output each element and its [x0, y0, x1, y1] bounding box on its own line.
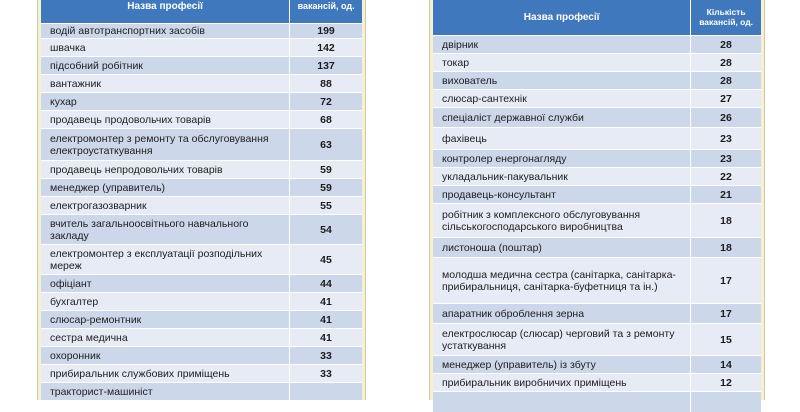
- header-vacancy-count: вакансій, од.: [297, 1, 355, 11]
- profession-name-cell: сестра медична: [41, 329, 290, 346]
- profession-name-cell: підсобний робітник: [41, 57, 290, 74]
- vacancy-count-cell: 59: [320, 163, 332, 176]
- profession-name-cell: робітник з комплексного обслуговування сільськогосподарського виробництва: [433, 204, 691, 237]
- header-vacancy-count: Кількість вакансій, од.: [699, 7, 754, 27]
- profession-name-cell: охоронник: [41, 347, 290, 364]
- table-row: [433, 355, 761, 373]
- table-row: [41, 274, 362, 292]
- profession-name-cell: менеджер (управитель): [41, 179, 290, 196]
- vacancy-count-cell: 44: [320, 277, 332, 290]
- vacancy-count-cell: 26: [720, 111, 732, 124]
- vacancy-count-cell: 15: [720, 333, 732, 346]
- table-row: [41, 74, 362, 92]
- vacancy-count-cell: 33: [320, 349, 332, 362]
- table-row: [433, 35, 761, 53]
- vacancy-count-cell: 68: [320, 113, 332, 126]
- profession-name-cell: менеджер (управитель) із збуту: [433, 356, 691, 373]
- profession-name-cell: тракторист-машиніст: [41, 383, 290, 400]
- table-row: [433, 167, 761, 185]
- right-table-panel: [429, 0, 765, 400]
- table-row: [41, 128, 362, 160]
- vacancy-count-cell: 21: [720, 188, 732, 201]
- profession-name-cell: спеціаліст державної служби: [433, 108, 691, 127]
- profession-name-cell: укладальник-пакувальник: [433, 168, 691, 185]
- profession-name-cell: молодша медична сестра (санітарка, санітарка-прибиральниця, санітарка-буфетниця та ін.): [433, 258, 691, 303]
- profession-name-cell: вихователь: [433, 72, 691, 89]
- vacancy-count-cell: 14: [720, 358, 732, 371]
- profession-name-cell: кухар: [41, 93, 290, 110]
- table-row: [41, 178, 362, 196]
- table-row: [41, 310, 362, 328]
- table-row: [433, 323, 761, 355]
- profession-name-cell: швачка: [41, 39, 290, 56]
- header-profession-name: Назва професії: [41, 0, 290, 23]
- profession-name-cell: двірник: [433, 36, 691, 53]
- table-row: [41, 244, 362, 274]
- profession-name-cell: вчитель загальноосвітнього навчального закладу: [41, 215, 290, 244]
- vacancy-count-cell: 28: [720, 74, 732, 87]
- profession-name-cell: токар: [433, 54, 691, 71]
- table-row: [433, 303, 761, 323]
- vacancy-count-cell: 142: [317, 41, 335, 54]
- table-row: [433, 185, 761, 203]
- profession-name-cell: продавець непродовольчих товарів: [41, 161, 290, 178]
- vacancy-count-cell: 41: [320, 331, 332, 344]
- profession-name-cell: електрогазозварник: [41, 197, 290, 214]
- profession-name-cell: вантажник: [41, 75, 290, 92]
- table-row: [41, 38, 362, 56]
- profession-name-cell: [433, 392, 691, 412]
- vacancy-count-cell: 17: [720, 307, 732, 320]
- right-vacancy-table: [433, 0, 761, 412]
- table-row: [433, 237, 761, 257]
- vacancy-count-cell: 88: [320, 77, 332, 90]
- vacancy-count-cell: 137: [317, 59, 335, 72]
- vacancy-count-cell: 18: [720, 214, 732, 227]
- table-row: [433, 203, 761, 237]
- vacancy-count-cell: 18: [720, 241, 732, 254]
- table-row: [41, 328, 362, 346]
- vacancy-count-cell: 55: [320, 199, 332, 212]
- table-row: [41, 196, 362, 214]
- table-row: [433, 53, 761, 71]
- profession-name-cell: електромонтер з експлуатації розподільних мереж: [41, 245, 290, 274]
- vacancy-count-cell: 23: [720, 132, 732, 145]
- left-table-panel: [37, 0, 366, 400]
- vacancy-count-cell: 199: [317, 25, 335, 37]
- vacancy-count-cell: [691, 392, 761, 412]
- table-row: [41, 56, 362, 74]
- table-header: [433, 0, 761, 35]
- table-row: [433, 89, 761, 107]
- vacancy-count-cell: 27: [720, 92, 732, 105]
- profession-name-cell: продавець продовольчих товарів: [41, 111, 290, 128]
- vacancy-count-cell: 28: [720, 38, 732, 51]
- profession-name-cell: листоноша (поштар): [433, 238, 691, 257]
- table-row: [41, 92, 362, 110]
- profession-name-cell: контролер енергонагляду: [433, 150, 691, 167]
- table-row: [41, 292, 362, 310]
- vacancy-count-cell: 59: [320, 181, 332, 194]
- left-vacancy-table: [41, 0, 362, 400]
- table-row: [41, 23, 362, 38]
- table-row: [433, 373, 761, 391]
- table-row: [433, 149, 761, 167]
- vacancy-count-cell: 54: [320, 223, 332, 236]
- vacancy-count-cell: 45: [320, 253, 332, 266]
- vacancy-count-cell: 41: [320, 295, 332, 308]
- table-row: [41, 346, 362, 364]
- table-row: [433, 107, 761, 127]
- vacancy-count-cell: [290, 383, 362, 400]
- header-profession-name: Назва професії: [433, 0, 691, 35]
- vacancy-count-cell: 33: [320, 367, 332, 380]
- profession-name-cell: водій автотранспортних засобів: [41, 24, 290, 38]
- vacancy-count-cell: 17: [720, 274, 732, 287]
- profession-name-cell: офіціант: [41, 275, 290, 292]
- table-row: [433, 257, 761, 303]
- profession-name-cell: слюсар-сантехнік: [433, 90, 691, 107]
- table-row: [433, 71, 761, 89]
- vacancy-count-cell: 12: [720, 376, 732, 389]
- profession-name-cell: електрослюсар (слюсар) черговий та з ремонту устаткування: [433, 324, 691, 355]
- table-row: [433, 127, 761, 149]
- vacancy-count-cell: 22: [720, 170, 732, 183]
- table-header: [41, 0, 362, 23]
- profession-name-cell: електромонтер з ремонту та обслуговування електроустаткування: [41, 129, 290, 160]
- table-row: [433, 391, 761, 412]
- table-row: [41, 110, 362, 128]
- profession-name-cell: апаратник оброблення зерна: [433, 304, 691, 323]
- table-row: [41, 214, 362, 244]
- profession-name-cell: слюсар-ремонтник: [41, 311, 290, 328]
- vacancy-count-cell: 72: [320, 95, 332, 108]
- profession-name-cell: фахівець: [433, 128, 691, 149]
- profession-name-cell: бухгалтер: [41, 293, 290, 310]
- profession-name-cell: продавець-консультант: [433, 186, 691, 203]
- table-row: [41, 364, 362, 382]
- vacancy-count-cell: 41: [320, 313, 332, 326]
- vacancy-count-cell: 63: [320, 138, 332, 151]
- profession-name-cell: прибиральник службових приміщень: [41, 365, 290, 382]
- vacancy-count-cell: 28: [720, 56, 732, 69]
- profession-name-cell: прибиральник виробничих приміщень: [433, 374, 691, 391]
- table-row: [41, 382, 362, 400]
- table-row: [41, 160, 362, 178]
- vacancy-count-cell: 23: [720, 152, 732, 165]
